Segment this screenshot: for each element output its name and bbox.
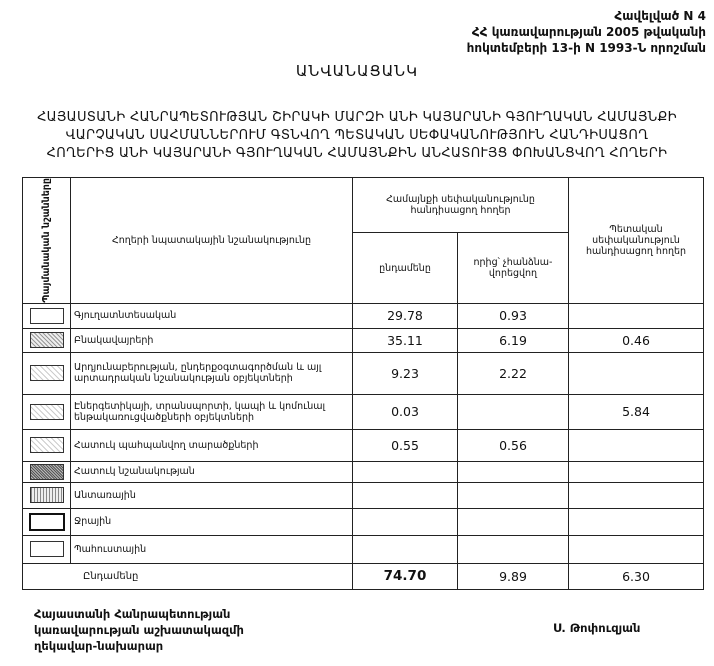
- land-purpose: Անտառային: [71, 482, 353, 508]
- legend-swatch-icon: [30, 464, 64, 480]
- community-total: 35.11: [353, 328, 458, 352]
- table-row: [23, 303, 704, 328]
- community-total: 9.23: [353, 352, 458, 394]
- state-land: 5.84: [569, 394, 704, 429]
- legend-swatch-cell: [23, 508, 71, 535]
- legend-swatch-cell: [23, 352, 71, 394]
- state-land: [569, 429, 704, 461]
- community-total: [353, 461, 458, 482]
- state-land: [569, 303, 704, 328]
- state-land: [569, 508, 704, 535]
- land-purpose: Հատուկ նշանակության: [71, 461, 353, 482]
- legend-swatch-cell: [23, 461, 71, 482]
- community-total: 29.78: [353, 303, 458, 328]
- community-of-which: [458, 461, 569, 482]
- header-state: Պետական սեփականություն հանդիսացող հողեր: [569, 178, 704, 304]
- subtitle-line: ՎԱՐՉԱԿԱՆ ՍԱՀՄԱՆՆԵՐՈՒՄ ԳՏՆՎՈՂ ՊԵՏԱԿԱՆ ՍԵՓԱԿԱՆՈՒԹՅՈՒՆ ՀԱՆԴԻՍԱՑՈՂ: [65, 128, 649, 143]
- legend-swatch-cell: [23, 482, 71, 508]
- community-total: [353, 482, 458, 508]
- header-purpose: Հողերի նպատակային նշանակությունը: [71, 178, 353, 304]
- state-land: [569, 352, 704, 394]
- land-table: [22, 177, 704, 590]
- legend-swatch-cell: [23, 429, 71, 461]
- community-of-which: 6.19: [458, 328, 569, 352]
- header-symbols: Պայմանական նշանները: [23, 178, 71, 304]
- signatory-name: Ս. Թոփուզյան: [553, 621, 641, 635]
- totals-of-which: 9.89: [458, 563, 569, 589]
- community-of-which: 0.56: [458, 429, 569, 461]
- annex-decree: ՀՀ կառավարության 2005 թվականի: [471, 25, 706, 39]
- table-row: [23, 535, 704, 563]
- legend-swatch-icon: [30, 365, 64, 381]
- legend-swatch-icon: [30, 487, 64, 503]
- state-land: [569, 461, 704, 482]
- annex-date: հոկտեմբերի 13-ի N 1993-Ն որոշման: [466, 41, 706, 55]
- position-line: կառավարության աշխատակազմի: [34, 623, 244, 637]
- table-row: [23, 352, 704, 394]
- table-row: [23, 461, 704, 482]
- land-purpose: Գյուղատնտեսական: [71, 303, 353, 328]
- subtitle-line: ՀՈՂԵՐԻՑ ԱՆԻ ԿԱՅԱՐԱՆԻ ԳՅՈՒՂԱԿԱՆ ՀԱՄԱՅՆՔԻՆ ԱՆՀԱՏՈՒՅՑ ՓՈԽԱՆՑՎՈՂ ՀՈՂԵՐԻ: [46, 146, 668, 161]
- community-total: 0.03: [353, 394, 458, 429]
- position-line: ղեկավար-նախարար: [34, 639, 164, 653]
- legend-swatch-icon: [30, 332, 64, 348]
- header-total: ընդամենը: [353, 233, 458, 303]
- subtitle-line: ՀԱՅԱՍՏԱՆԻ ՀԱՆՐԱՊԵՏՈՒԹՅԱՆ ՇԻՐԱԿԻ ՄԱՐԶԻ ԱՆԻ ԿԱՅԱՐԱՆԻ ԳՅՈՒՂԱԿԱՆ ՀԱՄԱՅՆՔԻ: [37, 110, 677, 125]
- state-land: [569, 535, 704, 563]
- signatory-position: [34, 606, 244, 654]
- land-purpose: Բնակավայրերի: [71, 328, 353, 352]
- table-row: [23, 394, 704, 429]
- totals-row: [23, 563, 704, 589]
- community-total: [353, 508, 458, 535]
- table-row: [23, 482, 704, 508]
- legend-swatch-icon: [30, 541, 64, 557]
- land-purpose: Պահուստային: [71, 535, 353, 563]
- totals-label: Ընդամենը: [23, 563, 353, 589]
- legend-swatch-icon: [30, 308, 64, 324]
- document-subtitle: [0, 109, 714, 163]
- land-purpose: Ջրային: [71, 508, 353, 535]
- land-purpose: Արդյունաբերության, ընդերքօգտագործման և այլ արտադրական նշանակության օբյեկտների: [71, 352, 353, 394]
- document-title: ԱՆՎԱՆԱՑԱՆԿ: [295, 62, 419, 80]
- header-community: Համայնքի սեփականությունը հանդիսացող հողեր: [353, 178, 569, 233]
- legend-swatch-cell: [23, 303, 71, 328]
- legend-swatch-icon: [30, 404, 64, 420]
- community-of-which: 0.93: [458, 303, 569, 328]
- totals-total: 74.70: [353, 563, 458, 589]
- legend-swatch-cell: [23, 394, 71, 429]
- community-of-which: [458, 508, 569, 535]
- table-row: [23, 429, 704, 461]
- annex-reference: [467, 8, 706, 56]
- community-of-which: [458, 535, 569, 563]
- community-of-which: 2.22: [458, 352, 569, 394]
- table-row: [23, 508, 704, 535]
- land-purpose: Հատուկ պահպանվող տարածքների: [71, 429, 353, 461]
- header-of-which: որից՝ չհանձնա-վորեցվող: [458, 233, 569, 303]
- community-total: [353, 535, 458, 563]
- community-of-which: [458, 482, 569, 508]
- state-land: [569, 482, 704, 508]
- land-purpose: Էներգետիկայի, տրանսպորտի, կապի և կոմունալ ենթակառուցվածքների օբյեկտների: [71, 394, 353, 429]
- table-row: [23, 328, 704, 352]
- legend-swatch-cell: [23, 535, 71, 563]
- position-line: Հայաստանի Հանրապետության: [34, 607, 231, 621]
- annex-number: Հավելված N 4: [614, 9, 706, 23]
- legend-swatch-cell: [23, 328, 71, 352]
- community-of-which: [458, 394, 569, 429]
- totals-state: 6.30: [569, 563, 704, 589]
- legend-swatch-icon: [29, 513, 65, 531]
- state-land: 0.46: [569, 328, 704, 352]
- community-total: 0.55: [353, 429, 458, 461]
- legend-swatch-icon: [30, 437, 64, 453]
